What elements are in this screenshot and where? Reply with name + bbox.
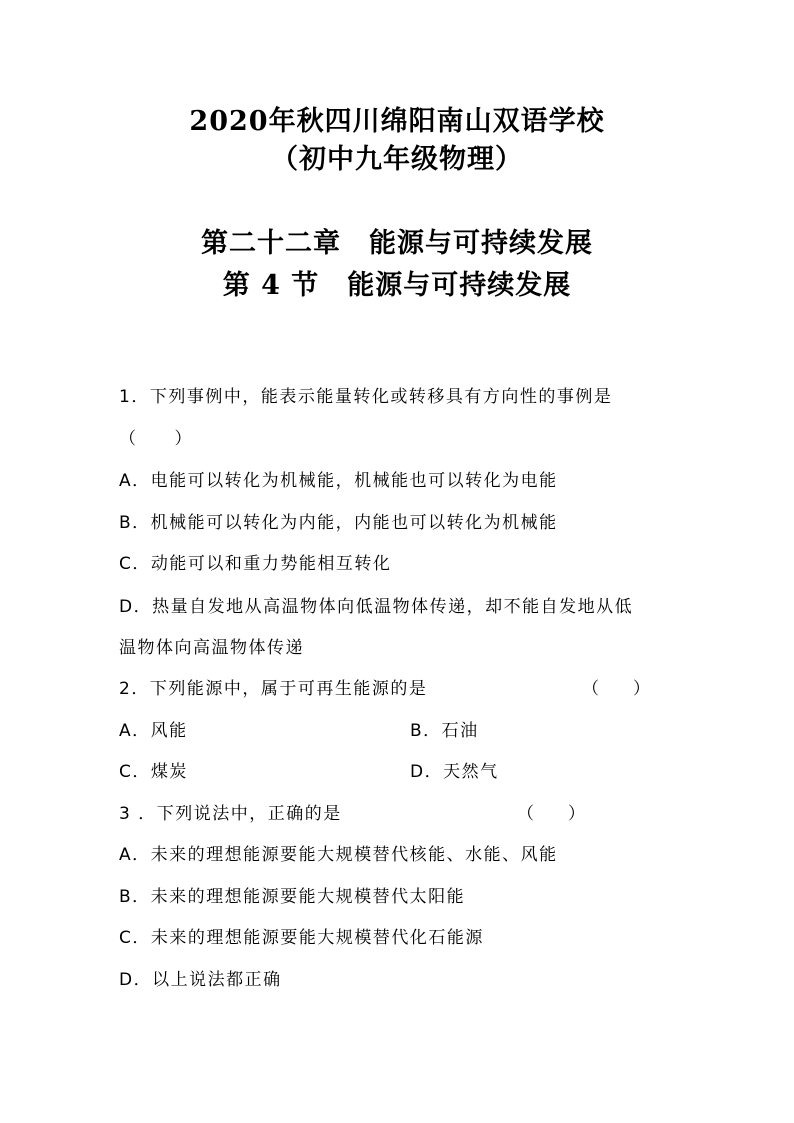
question-1-option-c: C．动能可以和重力势能相互转化 — [119, 554, 392, 574]
question-3-option-a: A．未来的理想能源要能大规模替代核能、水能、风能 — [119, 845, 558, 865]
question-1-stem: 1．下列事例中，能表示能量转化或转移具有方向性的事例是 — [119, 387, 613, 407]
question-3-option-d: D．以上说法都正确 — [119, 970, 282, 990]
subject-subtitle: （初中九年级物理） — [271, 144, 523, 175]
question-2-option-c: C．煤炭 — [119, 762, 188, 782]
question-1-option-d-line1: D．热量自发地从高温物体向低温物体传递，却不能自发地从低 — [119, 597, 634, 617]
section-title: 第 4 节 能源与可持续发展 — [222, 270, 572, 301]
school-title: 2020年秋四川绵阳南山双语学校 — [189, 106, 605, 137]
question-1-option-d-line2: 温物体向高温物体传递 — [119, 638, 304, 658]
question-3-stem: 3 ．下列说法中，正确的是 — [119, 804, 342, 824]
chapter-title: 第二十二章 能源与可持续发展 — [201, 228, 593, 259]
question-3-option-b: B．未来的理想能源要能大规模替代太阳能 — [119, 887, 466, 907]
question-3-answer-parentheses: （ ） — [517, 804, 585, 824]
question-2-option-d: D．天然气 — [410, 762, 499, 782]
question-1-option-a: A．电能可以转化为机械能，机械能也可以转化为电能 — [119, 471, 558, 491]
question-3-option-c: C．未来的理想能源要能大规模替代化石能源 — [119, 928, 484, 948]
question-2-option-b: B．石油 — [410, 721, 479, 741]
question-2-option-a: A．风能 — [119, 721, 188, 741]
question-1-option-b: B．机械能可以转化为内能，内能也可以转化为机械能 — [119, 513, 558, 533]
question-2-answer-parentheses: （ ） — [582, 679, 650, 699]
question-2-stem: 2．下列能源中，属于可再生能源的是 — [119, 679, 428, 699]
question-1-answer-parentheses: （ ） — [119, 429, 193, 449]
